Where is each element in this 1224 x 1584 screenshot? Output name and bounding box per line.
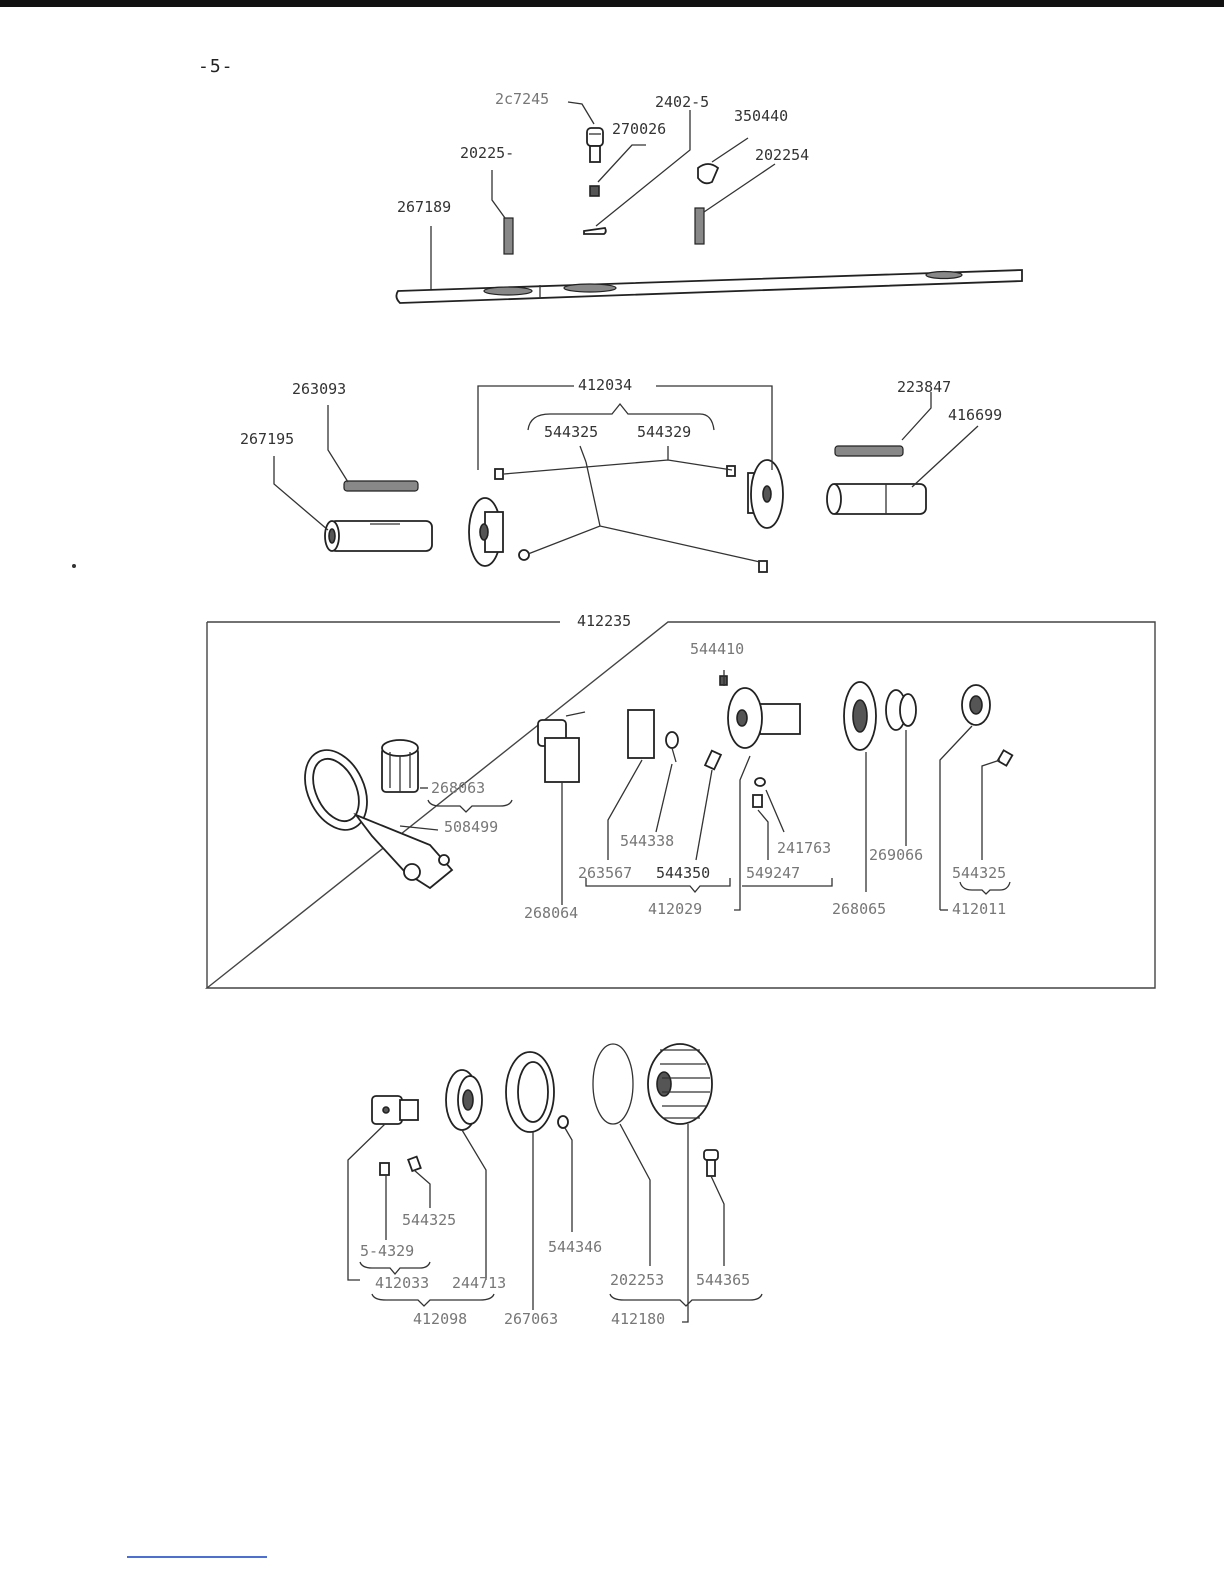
label-544325-box: 544325 — [952, 864, 1007, 882]
label-412034: 412034 — [578, 376, 633, 394]
gear-right — [748, 460, 783, 528]
hub-412033 — [372, 1096, 418, 1124]
label-20225-: 20225- — [460, 144, 515, 162]
crank-412029 — [728, 688, 800, 748]
label-544346: 544346 — [548, 1238, 603, 1256]
set-screw-b — [727, 466, 735, 476]
label-202254: 202254 — [755, 146, 810, 164]
set-screw-5-4329 — [380, 1163, 389, 1175]
label-544325: 544325 — [544, 423, 599, 441]
label-5-4329: 5-4329 — [360, 1242, 415, 1260]
spring-part-right — [695, 208, 704, 244]
set-screw-d — [759, 561, 767, 572]
label-267063: 267063 — [504, 1310, 559, 1328]
label-2c7245: 2c7245 — [495, 90, 550, 108]
label-268065: 268065 — [832, 900, 887, 918]
set-screw-544325-lower — [408, 1157, 421, 1171]
collar-412011 — [962, 685, 990, 725]
label-223847: 223847 — [897, 378, 952, 396]
label-544350: 544350 — [656, 864, 711, 882]
screw-544325-box — [998, 750, 1013, 765]
label-544329: 544329 — [637, 423, 692, 441]
page-number: -5- — [198, 56, 234, 77]
label-350440: 350440 — [734, 107, 789, 125]
stray-dot — [72, 564, 76, 568]
bracket-268064 — [538, 712, 585, 782]
connecting-rod — [293, 740, 452, 888]
bushing-267195 — [325, 521, 432, 551]
washer-269066 — [886, 690, 916, 730]
spring-part-left — [504, 218, 513, 254]
label-412029: 412029 — [648, 900, 703, 918]
label-268064: 268064 — [524, 904, 579, 922]
ball-241763 — [755, 778, 765, 786]
label-267195: 267195 — [240, 430, 295, 448]
label-416699: 416699 — [948, 406, 1003, 424]
pulley-244713 — [446, 1070, 482, 1130]
ring-202253 — [593, 1044, 633, 1124]
set-screw-a — [495, 469, 503, 479]
label-544325-lower: 544325 — [402, 1211, 457, 1229]
label-269066: 269066 — [869, 846, 924, 864]
label-241763: 241763 — [777, 839, 832, 857]
label-268063: 268063 — [431, 779, 486, 797]
section-gears — [72, 376, 1002, 572]
shaft-267189 — [396, 270, 1022, 303]
label-412180: 412180 — [611, 1310, 666, 1328]
label-244713: 244713 — [452, 1274, 507, 1292]
pin-544350 — [705, 751, 721, 770]
label-2402-5: 2402-5 — [655, 93, 710, 111]
screw-544338 — [666, 732, 678, 762]
label-508499: 508499 — [444, 818, 499, 836]
label-544338: 544338 — [620, 832, 675, 850]
section-lower — [348, 1044, 762, 1328]
gear-left — [469, 498, 503, 566]
screw-549247 — [753, 795, 762, 807]
screw-544365 — [704, 1150, 718, 1176]
set-screw-part — [590, 186, 599, 196]
label-549247: 549247 — [746, 864, 801, 882]
label-263093: 263093 — [292, 380, 347, 398]
label-544365: 544365 — [696, 1271, 751, 1289]
screw-part — [587, 128, 603, 162]
bottom-link-underline[interactable] — [127, 1556, 267, 1558]
screw-544346 — [558, 1116, 568, 1128]
washer-267063 — [506, 1052, 554, 1132]
pin-part — [584, 228, 606, 234]
label-267189: 267189 — [397, 198, 452, 216]
label-544410: 544410 — [690, 640, 745, 658]
section-box-412235 — [207, 612, 1155, 988]
label-412235: 412235 — [577, 612, 632, 630]
label-202253: 202253 — [610, 1271, 665, 1289]
label-270026: 270026 — [612, 120, 667, 138]
section-shaft — [396, 90, 1022, 303]
label-412033: 412033 — [375, 1274, 430, 1292]
set-screw-c — [519, 550, 529, 560]
label-412098: 412098 — [413, 1310, 468, 1328]
spring-223847 — [835, 446, 903, 456]
spring-263093 — [344, 481, 418, 491]
roller-bearing-412180 — [648, 1044, 712, 1124]
bushing-416699 — [827, 484, 926, 514]
needle-bearing-268063 — [382, 740, 418, 792]
cap-part — [698, 164, 718, 183]
label-263567: 263567 — [578, 864, 633, 882]
label-412011: 412011 — [952, 900, 1007, 918]
bearing-268065 — [844, 682, 876, 750]
block-263567 — [628, 710, 654, 758]
